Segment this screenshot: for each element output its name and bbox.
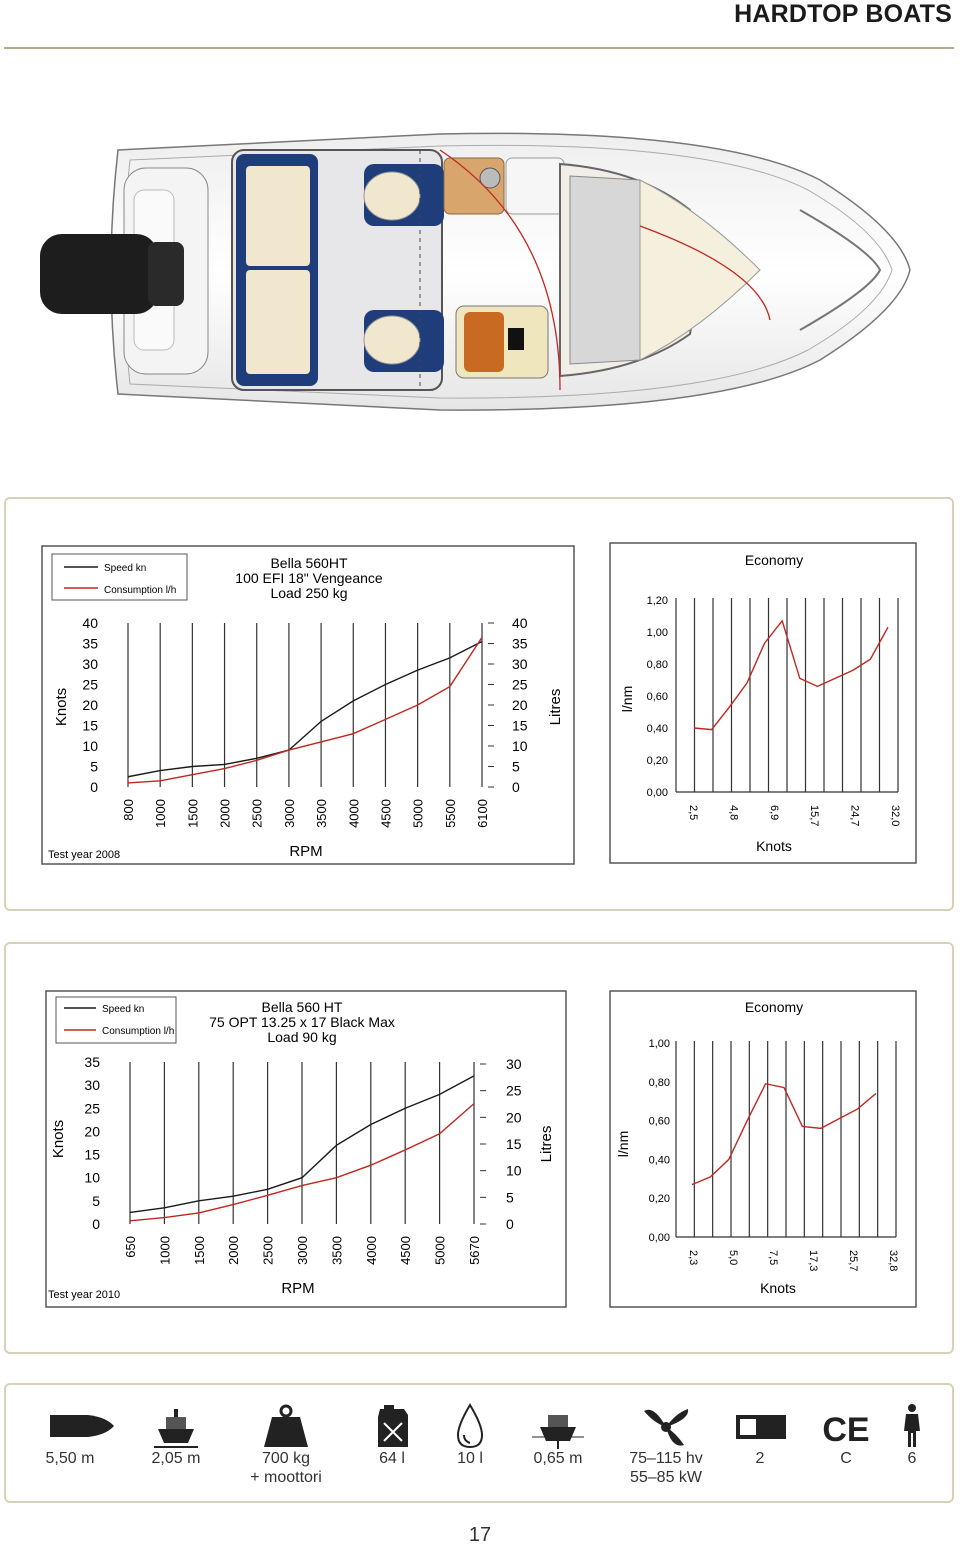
eco-y-tick-label: 0,20	[646, 755, 668, 767]
eco-y-tick-label: 1,00	[646, 627, 668, 639]
y2-tick-label: 5	[512, 758, 520, 775]
x-axis-label: RPM	[281, 1280, 315, 1297]
boat-layout-illustration	[0, 120, 960, 430]
x-tick-label: 2000	[217, 799, 233, 828]
legend-speed-label: Speed kn	[104, 563, 147, 574]
left-axis-label: Knots	[50, 1119, 67, 1159]
y2-tick-label: 10	[506, 1162, 522, 1179]
y-tick-label: 20	[84, 1123, 100, 1140]
chart-title-line1: Bella 560 HT	[261, 999, 343, 1015]
eco-y-tick-label: 0,00	[646, 787, 668, 799]
economy-title: Economy	[744, 999, 804, 1015]
x-tick-label: 1000	[157, 1236, 173, 1265]
eco-y-tick-label: 0,60	[646, 691, 668, 703]
x-tick-label: 2000	[226, 1236, 242, 1265]
x-tick-label: 3000	[295, 1236, 310, 1265]
y-tick-label: 10	[82, 738, 98, 754]
spec-length	[18, 1385, 122, 1501]
legend-consumption-label: Consumption l/h	[104, 585, 177, 596]
chart-title-line3: Load 90 kg	[267, 1029, 337, 1045]
y-tick-label: 5	[92, 1192, 100, 1209]
x-tick-label: 3000	[281, 799, 297, 828]
x-tick-label: 2500	[249, 799, 265, 828]
eco-y-tick-label: 0,20	[648, 1193, 670, 1206]
y-tick-label: 10	[84, 1169, 100, 1186]
y2-tick-label: 25	[506, 1082, 522, 1099]
performance-panel-2010	[4, 942, 954, 1354]
y2-tick-label: 30	[506, 1056, 522, 1072]
spec-value: 0,65 m	[533, 1450, 583, 1467]
eco-x-tick-label: 6,9	[767, 805, 780, 821]
spec-persons	[860, 1385, 960, 1501]
y2-tick-label: 15	[512, 717, 528, 734]
legend-consumption-label: Consumption l/h	[102, 1026, 175, 1037]
y2-tick-label: 40	[512, 615, 528, 631]
y2-tick-label: 15	[506, 1136, 522, 1152]
right-axis-label: Litres	[547, 688, 564, 726]
x-tick-label: 6100	[475, 799, 490, 828]
eco-y-tick-label: 0,60	[648, 1115, 670, 1128]
y-tick-label: 15	[84, 1146, 100, 1163]
eco-x-tick-label: 4,8	[727, 805, 740, 821]
eco-x-tick-label: 2,5	[687, 805, 699, 821]
spec-value: 75–115 hv	[629, 1450, 703, 1467]
right-axis-label: Litres	[538, 1125, 555, 1163]
panel-2010-svg	[6, 944, 952, 1352]
y-tick-label: 30	[82, 656, 98, 672]
spec-value: 64 l	[379, 1450, 405, 1467]
spec-value: 5,50 m	[45, 1450, 95, 1467]
header-divider	[4, 47, 954, 49]
boat-length-icon	[18, 1403, 122, 1449]
x-tick-label: 800	[121, 799, 136, 821]
eco-y-tick-label: 1,00	[648, 1038, 670, 1050]
y-tick-label: 0	[90, 779, 98, 795]
propeller-icon	[614, 1403, 718, 1449]
spec-value-secondary: + moottori	[250, 1469, 322, 1486]
economy-title: Economy	[744, 552, 804, 568]
y-tick-label: 15	[82, 717, 98, 734]
x-tick-label: 4500	[378, 799, 394, 828]
specifications-bar	[4, 1383, 954, 1503]
y-tick-label: 25	[84, 1100, 100, 1117]
spec-draft	[506, 1385, 610, 1501]
chart-title-line1: Bella 560HT	[270, 555, 348, 571]
y2-tick-label: 0	[506, 1216, 514, 1232]
eco-y-tick-label: 0,80	[648, 1076, 670, 1089]
spec-value: 6	[907, 1450, 917, 1467]
eco-y-tick-label: 0,40	[648, 1154, 670, 1167]
spec-beam	[124, 1385, 228, 1501]
eco-y-tick-label: 0,00	[648, 1232, 670, 1244]
x-tick-label: 5000	[432, 1236, 448, 1265]
x-tick-label: 650	[123, 1236, 138, 1258]
eco-x-tick-label: 32,0	[889, 805, 901, 827]
spec-weight	[234, 1385, 338, 1501]
y2-tick-label: 35	[512, 635, 528, 652]
x-tick-label: 5500	[442, 799, 458, 828]
x-tick-label: 1000	[153, 799, 169, 828]
eco-x-tick-label: 17,3	[807, 1250, 819, 1272]
left-axis-label: Knots	[53, 687, 70, 727]
y2-tick-label: 20	[506, 1109, 522, 1126]
person-icon	[860, 1403, 960, 1449]
legend-speed-label: Speed kn	[102, 1004, 145, 1015]
eco-x-tick-label: 32,8	[887, 1250, 899, 1272]
economy-y-label: l/nm	[615, 1130, 631, 1158]
eco-x-tick-label: 7,5	[767, 1250, 779, 1266]
eco-x-tick-label: 25,7	[847, 1250, 859, 1272]
x-tick-label: 3500	[329, 1236, 345, 1265]
eco-x-tick-label: 5,0	[727, 1250, 739, 1266]
test-year-label: Test year 2008	[48, 849, 121, 861]
x-tick-label: 5000	[410, 799, 426, 828]
y2-tick-label: 30	[512, 656, 528, 672]
y2-tick-label: 0	[512, 779, 520, 795]
test-year-label: Test year 2010	[48, 1289, 121, 1301]
y2-tick-label: 25	[512, 676, 528, 693]
eco-x-tick-label: 2,3	[687, 1250, 699, 1266]
eco-x-tick-label: 24,7	[848, 805, 861, 827]
y-tick-label: 25	[82, 676, 98, 693]
boat-beam-icon	[124, 1403, 228, 1449]
y-tick-label: 30	[84, 1077, 100, 1094]
y-tick-label: 35	[84, 1054, 100, 1070]
y-tick-label: 35	[82, 635, 98, 652]
eco-x-tick-label: 15,7	[808, 805, 821, 827]
x-tick-label: 4000	[363, 1236, 379, 1265]
y-tick-label: 5	[90, 758, 98, 775]
eco-y-tick-label: 0,80	[646, 659, 668, 671]
boat-draft-icon	[506, 1403, 610, 1449]
x-axis-label: RPM	[289, 843, 323, 860]
chart-title-line2: 75 OPT 13.25 x 17 Black Max	[209, 1014, 395, 1030]
spec-power	[614, 1385, 718, 1501]
weight-icon	[234, 1403, 338, 1449]
panel-2008-svg	[6, 499, 952, 909]
page-title: HARDTOP BOATS	[734, 0, 952, 28]
spec-value: C	[840, 1450, 852, 1467]
page-number: 17	[468, 1524, 492, 1546]
x-tick-label: 5670	[467, 1236, 482, 1265]
y-tick-label: 40	[82, 615, 98, 631]
performance-panel-2008	[4, 497, 954, 911]
eco-y-tick-label: 1,20	[646, 595, 668, 607]
spec-value: 700 kg	[261, 1450, 311, 1467]
x-tick-label: 3500	[314, 799, 330, 828]
x-tick-label: 4000	[346, 799, 362, 828]
y-tick-label: 20	[82, 697, 98, 713]
spec-value-secondary: 55–85 kW	[629, 1469, 703, 1486]
y2-tick-label: 10	[512, 738, 528, 754]
economy-x-label: Knots	[760, 1280, 796, 1296]
x-tick-label: 1500	[191, 1236, 207, 1265]
spec-value: 10 l	[457, 1450, 483, 1467]
economy-x-label: Knots	[756, 838, 792, 854]
svg-text:CE: CE	[822, 1411, 870, 1449]
spec-value: 2,05 m	[151, 1450, 201, 1467]
y2-tick-label: 5	[506, 1189, 514, 1206]
x-tick-label: 4500	[398, 1236, 414, 1265]
eco-y-tick-label: 0,40	[646, 723, 668, 735]
chart-title-line2: 100 EFI 18" Vengeance	[235, 570, 383, 586]
y2-tick-label: 20	[512, 697, 528, 713]
chart-title-line3: Load 250 kg	[270, 585, 348, 601]
economy-y-label: l/nm	[619, 685, 635, 713]
x-tick-label: 2500	[260, 1236, 276, 1265]
spec-value: 2	[755, 1450, 765, 1467]
x-tick-label: 1500	[185, 799, 201, 828]
y-tick-label: 0	[92, 1216, 100, 1232]
